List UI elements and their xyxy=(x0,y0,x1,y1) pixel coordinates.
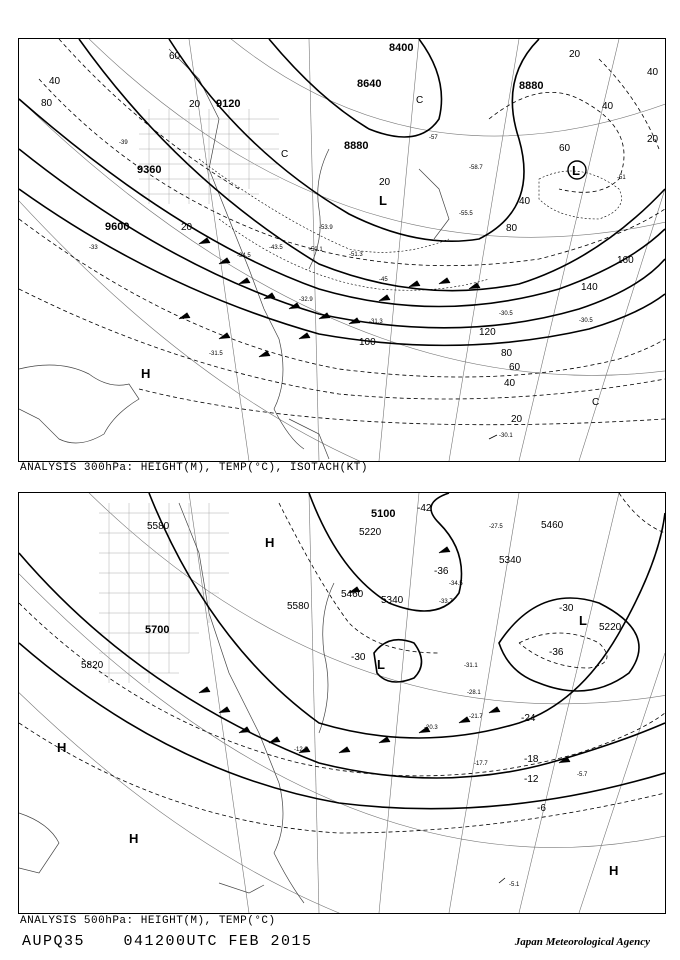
analysis-500hpa-chart xyxy=(18,492,666,914)
temp-label: -17.7 xyxy=(474,761,488,767)
temp-label: -27.5 xyxy=(489,524,503,530)
low-center-marker: L xyxy=(379,193,387,208)
temp-label: -12.9 xyxy=(294,747,308,753)
low-center-marker: L xyxy=(579,613,587,628)
isotach-label: 40 xyxy=(519,196,531,207)
height-label: 5580 xyxy=(147,521,170,532)
temp-label: -33.7 xyxy=(439,599,453,605)
temp-label: -30.5 xyxy=(579,318,593,324)
high-center-marker: H xyxy=(129,831,139,846)
temp-label: -43.5 xyxy=(269,245,283,251)
height-label: 5460 xyxy=(341,589,364,600)
height-label: 5460 xyxy=(541,520,564,531)
low-center-marker: L xyxy=(572,163,580,178)
temp-label: -42 xyxy=(417,503,432,514)
height-label: 5820 xyxy=(81,660,104,671)
temp-label: -31.1 xyxy=(464,663,478,669)
height-label: 5700 xyxy=(145,624,170,636)
cold-center-marker: C xyxy=(281,149,289,160)
temp-label: -18 xyxy=(524,754,539,765)
isotach-label: 20 xyxy=(189,99,201,110)
temp-label: -33 xyxy=(89,245,98,251)
height-label: 8400 xyxy=(389,42,414,54)
height-label: 5340 xyxy=(499,555,522,566)
temp-contours xyxy=(199,159,622,290)
temp-label: -21.7 xyxy=(469,714,483,720)
isotach-label: 80 xyxy=(501,348,513,359)
temp-label: -30 xyxy=(559,603,574,614)
isotach-label: 160 xyxy=(617,255,634,266)
bulletin-header xyxy=(22,933,341,950)
agency-name: Japan Meteorological Agency xyxy=(514,936,650,948)
temp-contours xyxy=(19,493,665,833)
coastlines xyxy=(19,49,449,459)
high-center-marker: H xyxy=(609,863,619,878)
temp-label: -6 xyxy=(537,803,546,814)
height-label: 5580 xyxy=(287,601,310,612)
temp-label: -57 xyxy=(429,135,438,141)
height-label: 8880 xyxy=(519,80,544,92)
temp-label: -32.9 xyxy=(299,297,313,303)
analysis-300hpa-chart xyxy=(18,38,666,462)
height-label: 5340 xyxy=(381,595,404,606)
isotach-label: 40 xyxy=(504,378,516,389)
temp-label: -50.1 xyxy=(309,247,323,253)
temp-label: -12 xyxy=(524,774,539,785)
temp-label: -36 xyxy=(549,647,564,658)
temp-label: -51 xyxy=(617,175,626,181)
isotach-label: 20 xyxy=(379,177,391,188)
isotach-label: 140 xyxy=(581,282,598,293)
temp-label: -20.3 xyxy=(424,725,438,731)
isotach-label: 60 xyxy=(559,143,571,154)
temp-label: -5.7 xyxy=(577,772,588,778)
height-label: 5220 xyxy=(359,527,382,538)
isotach-label: 120 xyxy=(479,327,496,338)
coastlines xyxy=(19,503,334,903)
temp-label: -24 xyxy=(521,713,536,724)
temp-label: -30.5 xyxy=(499,311,513,317)
caption-300hpa: ANALYSIS 300hPa: HEIGHT(M), TEMP(°C), ISOTACH(KT) xyxy=(20,462,368,474)
isotach-label: 40 xyxy=(49,76,61,87)
high-center-marker: H xyxy=(57,740,67,755)
height-label: 9360 xyxy=(137,164,162,176)
temp-label: -55.5 xyxy=(459,211,473,217)
temp-label: -45 xyxy=(379,277,388,283)
temp-label: -34.5 xyxy=(237,253,251,259)
bulletin-code: AUPQ35 xyxy=(22,933,86,950)
temp-label: -39 xyxy=(119,140,128,146)
isotach-label: 60 xyxy=(509,362,521,373)
temp-label: -31.3 xyxy=(369,319,383,325)
temp-label: -58.7 xyxy=(469,165,483,171)
temp-label: -30 xyxy=(351,652,366,663)
isotach-label: 60 xyxy=(169,51,181,62)
height-label: 9120 xyxy=(216,98,241,110)
height-label: 9600 xyxy=(105,221,130,233)
temp-label: -31.5 xyxy=(209,351,223,357)
temp-label: -30.1 xyxy=(499,433,513,439)
isotach-label: 20 xyxy=(647,134,659,145)
graticule xyxy=(19,493,665,913)
height-label: 8640 xyxy=(357,78,382,90)
height-label: 5100 xyxy=(371,508,396,520)
hatched-area xyxy=(139,109,279,204)
high-center-marker: H xyxy=(141,366,151,381)
cold-center-marker: C xyxy=(416,95,424,106)
temp-label: -5.1 xyxy=(509,882,520,888)
temp-label: -28.1 xyxy=(467,690,481,696)
isotach-label: 20 xyxy=(569,49,581,60)
isotach-label: 80 xyxy=(41,98,53,109)
height-contours xyxy=(19,39,665,345)
isotach-label: 40 xyxy=(647,67,659,78)
height-label: 5220 xyxy=(599,622,622,633)
temp-label: -53.9 xyxy=(319,225,333,231)
temp-label: -34.5 xyxy=(449,581,463,587)
temp-label: -51.3 xyxy=(349,252,363,258)
temp-label: -36 xyxy=(434,566,449,577)
wind-barbs xyxy=(179,238,497,439)
height-label: 8880 xyxy=(344,140,369,152)
low-center-marker: L xyxy=(377,657,385,672)
caption-500hpa: ANALYSIS 500hPa: HEIGHT(M), TEMP(°C) xyxy=(20,915,276,927)
cold-center-marker: C xyxy=(592,397,600,408)
high-center-marker: H xyxy=(265,535,275,550)
isotach-label: 40 xyxy=(602,101,614,112)
bulletin-datetime: 041200UTC FEB 2015 xyxy=(123,933,313,950)
isotach-label: 20 xyxy=(181,222,193,233)
map-300hpa-canvas xyxy=(19,39,665,461)
isotach-label: 100 xyxy=(359,337,376,348)
map-500hpa-canvas xyxy=(19,493,665,913)
isotach-label: 20 xyxy=(511,414,523,425)
isotach-label: 80 xyxy=(506,223,518,234)
